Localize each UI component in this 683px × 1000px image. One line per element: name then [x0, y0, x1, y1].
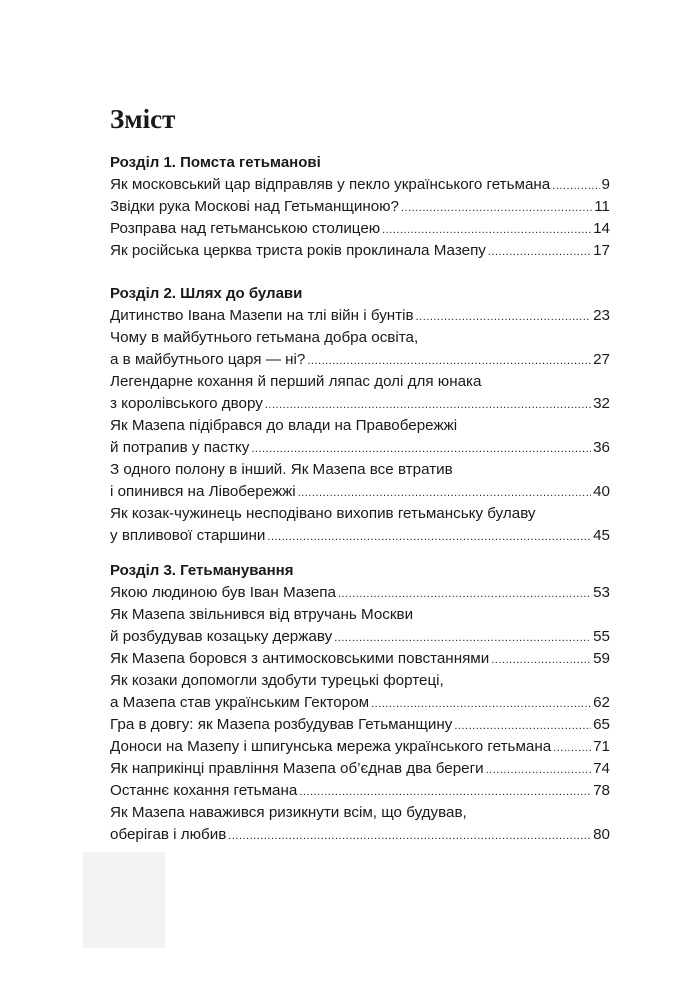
toc-entry-title: а в майбутнього царя — ні?: [110, 351, 306, 368]
dot-leader: [298, 482, 591, 504]
dot-leader: [454, 715, 591, 737]
toc-entry-title: у впливової старшини: [110, 527, 266, 544]
toc-entry-line: [110, 604, 610, 626]
dot-leader: [491, 649, 591, 671]
toc-entry[interactable]: [110, 196, 610, 218]
toc-entry-line: [110, 415, 610, 437]
page-number: 62: [593, 694, 610, 711]
toc-entry[interactable]: [110, 327, 610, 371]
toc-entry-title: й розбудував козацьку державу: [110, 628, 333, 645]
toc-entry-line: [110, 802, 610, 824]
toc-entry-line: [110, 824, 610, 846]
page-number: 17: [593, 242, 610, 259]
dot-leader: [299, 781, 591, 803]
toc-entry[interactable]: [110, 648, 610, 670]
page-number: 27: [593, 351, 610, 368]
toc-entry-title: Як Мазепа боровся з антимосковськими повстаннями: [110, 650, 490, 667]
toc-entry-title: а Мазепа став українським Гектором: [110, 694, 370, 711]
toc-entry-line: [110, 692, 610, 714]
toc-entry-title: і опинився на Лівобережжі: [110, 483, 296, 500]
toc-entry-title: Як наприкінці правління Мазепа об’єднав два береги: [110, 760, 484, 777]
toc-entry-line: [110, 305, 610, 327]
dot-leader: [488, 241, 591, 263]
toc-entry-title: Як козаки допомогли здобути турецькі фортеці,: [110, 672, 444, 689]
dot-leader: [553, 737, 591, 759]
toc-entry-line: [110, 582, 610, 604]
toc-entry-line: [110, 525, 610, 547]
toc-entry-title: Як Мазепа наважився ризикнути всім, що будував,: [110, 804, 467, 821]
dot-leader: [401, 197, 592, 219]
toc-entry[interactable]: [110, 604, 610, 648]
toc-entry-line: [110, 196, 610, 218]
toc-entry-line: [110, 327, 610, 349]
toc-section: [110, 560, 610, 846]
toc-entry-title: оберігав і любив: [110, 826, 227, 843]
toc-entry-title: Легендарне кохання й перший ляпас долі для юнака: [110, 373, 482, 390]
section-heading: Розділ 1. Помста гетьманові: [110, 154, 321, 171]
page-number: 59: [593, 650, 610, 667]
toc-entry-line: [110, 481, 610, 503]
toc-entry-line: [110, 503, 610, 525]
toc-entry[interactable]: [110, 503, 610, 547]
toc-entry[interactable]: [110, 582, 610, 604]
toc-entry[interactable]: [110, 758, 610, 780]
toc-entry-line: [110, 218, 610, 240]
toc-entry-title: Чому в майбутнього гетьмана добра освіта,: [110, 329, 419, 346]
dot-leader: [416, 306, 592, 328]
dot-leader: [307, 350, 591, 372]
toc-entry-title: й потрапив у пастку: [110, 439, 250, 456]
page-number: 80: [593, 826, 610, 843]
toc-entry-title: Доноси на Мазепу і шпигунська мережа українського гетьмана: [110, 738, 552, 755]
toc-entry-title: Звідки рука Москові над Гетьманщиною?: [110, 198, 399, 215]
page-number: 55: [593, 628, 610, 645]
toc-entry-line: [110, 758, 610, 780]
page-number: 65: [593, 716, 610, 733]
dot-leader: [334, 627, 591, 649]
toc-entry-line: [110, 240, 610, 262]
toc-entry-line: [110, 371, 610, 393]
toc-entry[interactable]: [110, 218, 610, 240]
page-number: 71: [593, 738, 610, 755]
toc-entry-title: Якою людиною був Іван Мазепа: [110, 584, 336, 601]
page-number: 32: [593, 395, 610, 412]
toc-entry-line: [110, 459, 610, 481]
toc-entry-title: Гра в довгу: як Мазепа розбудував Гетьманщину: [110, 716, 453, 733]
toc-entry-line: [110, 648, 610, 670]
toc-entry-title: Як Мазепа підібрався до влади на Правобережжі: [110, 417, 458, 434]
dot-leader: [371, 693, 591, 715]
toc-entry[interactable]: [110, 174, 610, 196]
toc-entry[interactable]: [110, 736, 610, 758]
toc-entry-title: Дитинство Івана Мазепи на тлі війн і бунтів: [110, 307, 414, 324]
dot-leader: [267, 526, 591, 548]
page-number: 53: [593, 584, 610, 601]
toc-entry-title: Останнє кохання гетьмана: [110, 782, 298, 799]
dot-leader: [552, 175, 599, 197]
toc-section: [110, 283, 610, 547]
dot-leader: [382, 219, 591, 241]
page-number: 23: [593, 307, 610, 324]
page-number: 9: [601, 176, 610, 193]
toc-entry-line: [110, 670, 610, 692]
corner-shade-block: [83, 852, 165, 948]
dot-leader: [251, 438, 591, 460]
page-title: Зміст: [110, 104, 176, 134]
dot-leader: [228, 825, 591, 847]
toc-entry[interactable]: [110, 305, 610, 327]
toc-section: [110, 152, 610, 262]
toc-entry-title: з королівського двору: [110, 395, 263, 412]
toc-entry-title: Як козак-чужинець несподівано вихопив гетьманську булаву: [110, 505, 536, 522]
toc-entry-line: [110, 714, 610, 736]
page-number: 11: [594, 198, 610, 215]
toc-entry[interactable]: [110, 802, 610, 846]
toc-entry-title: Як московський цар відправляв у пекло українського гетьмана: [110, 176, 551, 193]
toc-entry-line: [110, 780, 610, 802]
toc-entry[interactable]: [110, 780, 610, 802]
page-number: 40: [593, 483, 610, 500]
toc-entry[interactable]: [110, 459, 610, 503]
toc-entry[interactable]: [110, 240, 610, 262]
toc-entry-line: [110, 174, 610, 196]
toc-entry-line: [110, 736, 610, 758]
toc-entry-title: З одного полону в інший. Як Мазепа все втратив: [110, 461, 453, 478]
dot-leader: [265, 394, 591, 416]
page-number: 36: [593, 439, 610, 456]
page-number: 74: [593, 760, 610, 777]
page-number: 78: [593, 782, 610, 799]
page-number: 45: [593, 527, 610, 544]
toc-entry[interactable]: [110, 714, 610, 736]
toc-entry[interactable]: [110, 670, 610, 714]
page-number: 14: [593, 220, 610, 237]
section-heading: Розділ 3. Гетьманування: [110, 562, 294, 579]
toc-entry-title: Розправа над гетьманською столицею: [110, 220, 381, 237]
toc-entry[interactable]: [110, 415, 610, 459]
dot-leader: [338, 583, 591, 605]
toc-entry-title: Як Мазепа звільнився від втручань Москви: [110, 606, 414, 623]
toc-entry-line: [110, 349, 610, 371]
toc-entry[interactable]: [110, 371, 610, 415]
toc-entry-line: [110, 393, 610, 415]
dot-leader: [486, 759, 591, 781]
toc-entry-line: [110, 437, 610, 459]
toc-entry-title: Як російська церква триста років проклинала Мазепу: [110, 242, 486, 259]
toc-entry-line: [110, 626, 610, 648]
section-heading: Розділ 2. Шлях до булави: [110, 285, 303, 302]
